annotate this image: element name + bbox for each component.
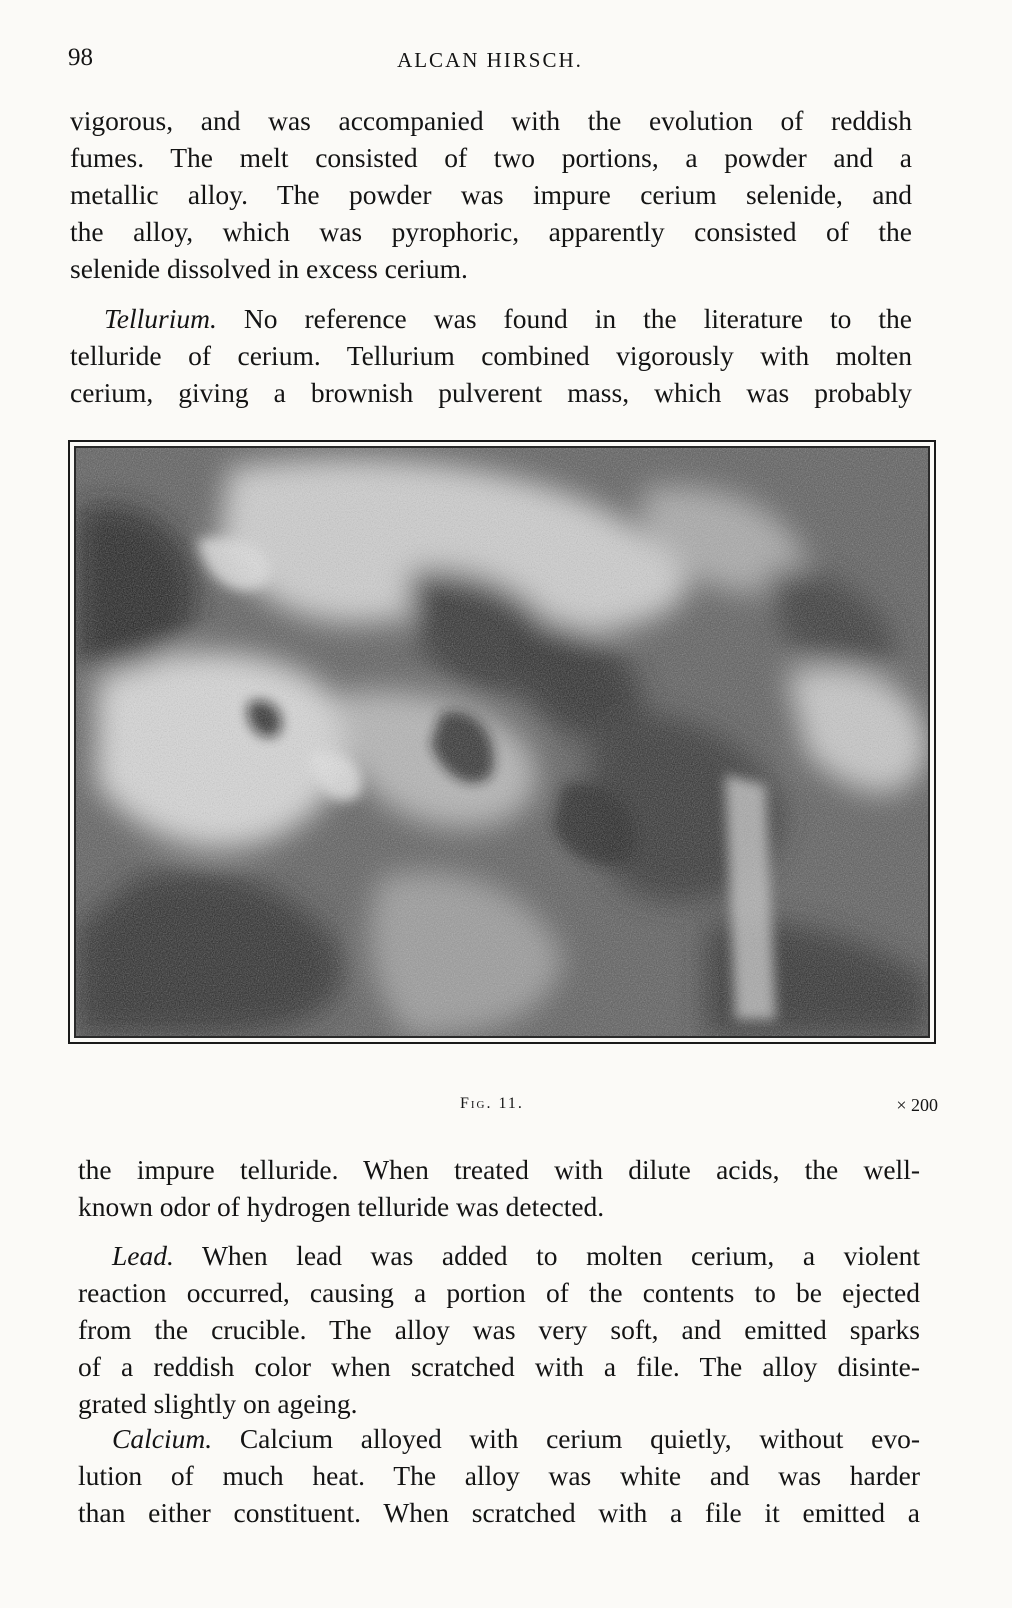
- text-line: the alloy, which was pyrophoric, apparently consisted of the: [70, 216, 912, 247]
- text-line-with-heading: [78, 1237, 920, 1274]
- text-line: reaction occurred, causing a portion of the contents to be ejected: [78, 1277, 920, 1308]
- page-number: 98: [68, 44, 93, 71]
- section-heading-tellurium: Tellurium.: [104, 303, 217, 334]
- paragraph-tellurium: [70, 300, 912, 411]
- paragraph-selenium-continued: [70, 102, 912, 287]
- text-line: lution of much heat. The alloy was white and was harder: [78, 1460, 920, 1491]
- text-line: cerium, giving a brownish pulverent mass, which was probably: [70, 377, 912, 408]
- text-line-with-heading: [78, 1420, 920, 1457]
- section-heading-lead: Lead.: [112, 1240, 174, 1271]
- micrograph-illustration: [76, 448, 928, 1036]
- micrograph-figure: [68, 440, 936, 1044]
- text-line: known odor of hydrogen telluride was detected.: [78, 1191, 605, 1222]
- paragraph-lead: [78, 1237, 920, 1422]
- magnification-label: × 200: [896, 1095, 938, 1115]
- paragraph-tellurium-continued: [78, 1151, 920, 1225]
- text-line-rest: Calcium alloyed with cerium quietly, without evo-: [239, 1423, 921, 1454]
- text-line-with-heading: [70, 300, 912, 337]
- text-line: grated slightly on ageing.: [78, 1388, 358, 1419]
- text-line: than either constituent. When scratched with a file it emitted a: [78, 1497, 920, 1528]
- figure-label: Fig. 11.: [460, 1095, 524, 1112]
- micrograph-image: [74, 446, 930, 1038]
- paragraph-calcium: [78, 1420, 920, 1531]
- running-head: ALCAN HIRSCH.: [397, 48, 583, 72]
- text-line: vigorous, and was accompanied with the evolution of reddish: [70, 105, 912, 136]
- text-line-rest: When lead was added to molten cerium, a violent: [201, 1240, 920, 1271]
- text-line: fumes. The melt consisted of two portions, a powder and a: [70, 142, 912, 173]
- text-line: from the crucible. The alloy was very soft, and emitted sparks: [78, 1314, 920, 1345]
- text-line: selenide dissolved in excess cerium.: [70, 253, 468, 284]
- text-line: metallic alloy. The powder was impure cerium selenide, and: [70, 179, 912, 210]
- text-line: the impure telluride. When treated with dilute acids, the well-: [78, 1154, 920, 1185]
- section-heading-calcium: Calcium.: [112, 1423, 213, 1454]
- text-line: telluride of cerium. Tellurium combined vigorously with molten: [70, 340, 912, 371]
- text-line: of a reddish color when scratched with a file. The alloy disinte-: [78, 1351, 920, 1382]
- text-line-rest: No reference was found in the literature to the: [243, 303, 912, 334]
